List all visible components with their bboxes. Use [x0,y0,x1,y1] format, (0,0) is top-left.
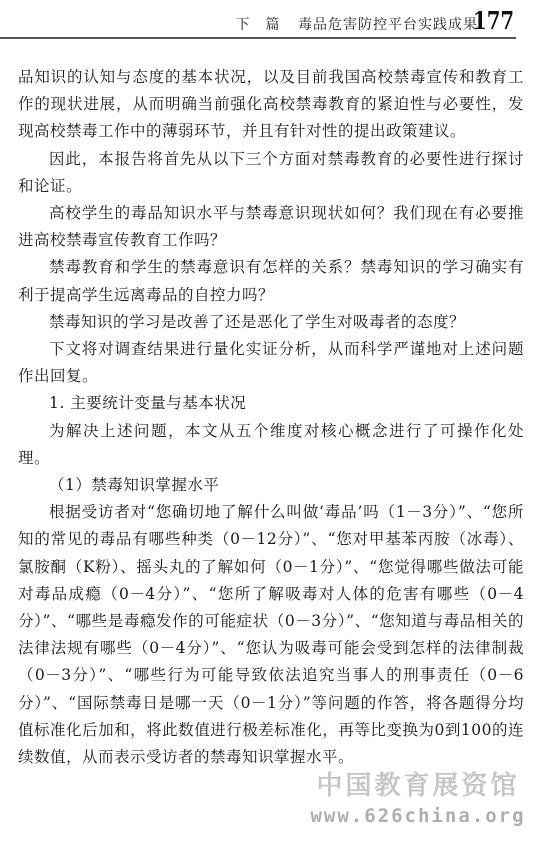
part-label: 下 篇 [235,17,281,33]
paragraph: 下文将对调查结果进行量化实证分析，从而科学严谨地对上述问题作出回复。 [18,340,524,386]
paragraph: 因此，本报告将首先从以下三个方面对禁毒教育的必要性进行探讨和论证。 [18,149,524,195]
watermark [308,765,528,837]
body-text [18,64,524,771]
paragraph: 高校学生的毒品知识水平与禁毒意识现状如何？我们现在有必要推进高校禁毒宣传教育工作吗？ [18,204,524,250]
header-rule [0,37,516,39]
paragraph: 禁毒教育和学生的禁毒意识有怎样的关系？禁毒知识的学习确实有利于提高学生远离毒品的自控力吗？ [18,258,524,304]
paragraph-continuation: 品知识的认知与态度的基本状况，以及目前我国高校禁毒宣传和教育工作的现状进展，从而明确当前强化高校禁毒教育的紧迫性与必要性，发现高校禁毒工作中的薄弱环节，并且有针对性的提出政策建议。 [18,68,524,141]
paragraph: 禁毒知识的学习是改善了还是恶化了学生对吸毒者的态度？ [49,312,466,331]
paragraph: 为解决上述问题，本文从五个维度对核心概念进行了可操作化处理。 [18,421,524,467]
watermark-logo-text: 中国教育展资馆 [316,771,520,801]
page-number: 177 [472,6,514,35]
page-header [0,0,540,44]
paragraph: 根据受访者对“您确切地了解什么叫做‘毒品’吗（1－3分）”、“您所知的常见的毒品有哪些种类（0－12分）”、“您对甲基苯丙胺（冰毒）、氯胺酮（K粉）、摇头丸的了解如何（0－1分）”、“您觉得哪些做法可能对毒品成瘾（0－4分）”、“您所了解吸毒对人体的危害有哪些（0－4分）”、“哪些是毒瘾发作的可能症状（0－3分）”、“您知道与毒品相关的法律法规有哪些（0－4分）”、“您认为吸毒可能会受到怎样的法律制裁（0－3分）”、“哪些行为可能导致依法追究当事人的刑事责任（0－6分）”、“国际禁毒日是哪一天（0－1分）”等问题的作答，将各题得分均值标准化后加和，将此数值进行极差标准化，再等比变换为0到100的连续数值，从而表示受访者的禁毒知识掌握水平。 [18,503,524,767]
subsection-heading: （1）禁毒知识掌握水平 [49,476,220,495]
section-heading: 1. 主要统计变量与基本状况 [49,394,247,413]
running-head [236,14,478,34]
watermark-url: www.626china.org [310,805,526,827]
section-title: 毒品危害防控平台实践成果 [298,17,478,33]
